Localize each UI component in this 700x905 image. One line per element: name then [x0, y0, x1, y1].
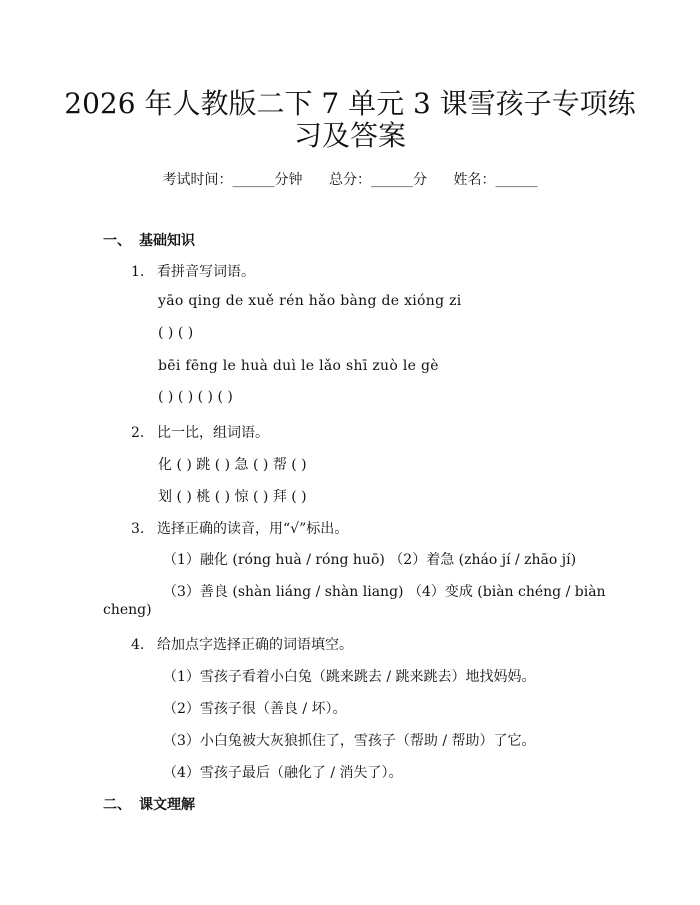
pinyin-line: bēi fēng le huà duì le lǎo shī zuò le gè [158, 358, 439, 374]
compare-row: 划 ( ) 桃 ( ) 惊 ( ) 拜 ( ) [158, 489, 307, 505]
document-title-line-1: 2026 年人教版二下 7 单元 3 课雪孩子专项练 [64, 87, 636, 120]
question-number: 4. [131, 637, 145, 653]
question-number: 1. [131, 264, 145, 280]
section-number: 一、 [103, 233, 131, 249]
question-1 [131, 261, 255, 281]
question-prompt: 给加点字选择正确的词语填空。 [157, 637, 353, 653]
exam-score: 总分：______分 [329, 172, 427, 188]
question-4 [131, 634, 353, 654]
question-3 [131, 518, 348, 538]
exam-time: 考试时间：______分钟 [162, 172, 303, 188]
question-2 [131, 422, 269, 442]
answer-blanks: ( ) ( ) ( ) ( ) [158, 389, 233, 405]
question-number: 2. [131, 425, 145, 441]
question-number: 3. [131, 521, 145, 537]
exam-meta [0, 169, 700, 189]
answer-blanks: ( ) ( ) [158, 325, 194, 341]
question-prompt: 比一比，组词语。 [157, 425, 269, 441]
fill-in-item: （3）小白兔被大灰狼抓住了，雪孩子（帮助 / 帮助）了它。 [163, 733, 536, 749]
section-number: 二、 [103, 797, 131, 813]
pronunciation-choice-line: （1）融化 (róng huà / róng huō) （2）着急 (zháo jí / zhāo jí) [163, 552, 577, 568]
exam-name: 姓名：______ [453, 172, 538, 188]
question-prompt: 看拼音写词语。 [157, 264, 255, 280]
section-heading [103, 794, 195, 814]
fill-in-item: （1）雪孩子看着小白兔（跳来跳去 / 跳来跳去）地找妈妈。 [163, 669, 536, 685]
fill-in-item: （2）雪孩子很（善良 / 坏）。 [163, 701, 347, 717]
pinyin-line: yāo qing de xuě rén hǎo bàng de xióng zi [158, 293, 462, 309]
section-title: 课文理解 [139, 797, 195, 813]
compare-row: 化 ( ) 跳 ( ) 急 ( ) 帮 ( ) [158, 457, 307, 473]
section-title: 基础知识 [139, 233, 195, 249]
document-title-line-2: 习及答案 [293, 119, 406, 152]
pronunciation-choice-line-continued: cheng) [103, 602, 152, 618]
pronunciation-choice-line: （3）善良 (shàn liáng / shàn liang) （4）变成 (biàn chéng / biàn [163, 584, 606, 600]
section-heading [103, 230, 195, 250]
fill-in-item: （4）雪孩子最后（融化了 / 消失了）。 [163, 765, 403, 781]
question-prompt: 选择正确的读音，用“√”标出。 [157, 521, 349, 537]
